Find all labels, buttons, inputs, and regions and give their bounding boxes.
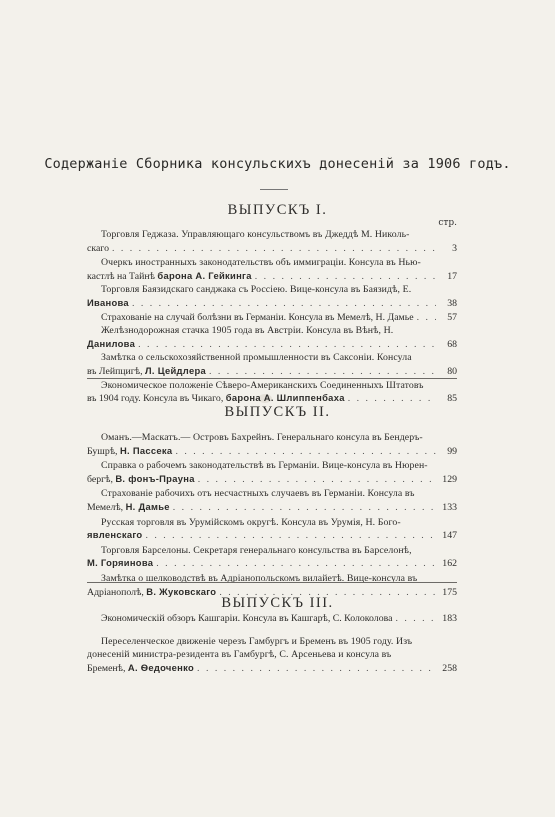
toc-entry — [87, 229, 457, 255]
leader-dots — [173, 502, 436, 515]
entry-title: донесеній министра-резидента въ Гамбургѣ, С. Арсеньева и консула въ — [87, 649, 392, 661]
toc-entry — [87, 432, 457, 458]
page-number: 99 — [447, 445, 457, 457]
toc-entry — [87, 488, 457, 514]
section-3-entries — [87, 613, 457, 676]
author-name: Н. Пассека — [119, 444, 173, 456]
section-heading-3: ВЫПУСКЪ III. — [221, 595, 334, 611]
entry-continuation — [87, 365, 206, 379]
entry-title: Замѣтка о сельскохозяйственной промышленности въ Саксоніи. Консула — [101, 352, 412, 364]
page-number: 68 — [447, 338, 457, 350]
leader-dots — [255, 271, 436, 284]
section-heading-2: ВЫПУСКЪ II. — [224, 404, 331, 420]
toc-entry — [87, 325, 457, 351]
page-number: 57 — [447, 311, 457, 323]
toc-entry — [87, 545, 457, 571]
toc-entry — [87, 613, 457, 626]
entry-title: Страхованіе рабочихъ отъ несчастныхъ случаевъ въ Германіи. Консула въ — [101, 488, 415, 500]
page-number: 258 — [442, 662, 457, 674]
leader-dots — [395, 613, 436, 626]
entry-title: Экономическій обзоръ Кашгаріи. Консула въ Кашгарѣ, С. Колоколова — [101, 613, 393, 624]
entry-continuation-text: Бременѣ, — [87, 662, 128, 674]
leader-dots — [198, 474, 436, 487]
page-number: 175 — [442, 586, 457, 598]
section-2-entries — [87, 432, 457, 600]
author-name: явленскаго — [87, 529, 143, 541]
page-number: 80 — [447, 365, 457, 377]
author-name: Иванова — [87, 296, 129, 308]
entry-continuation-text: въ 1904 году. Консула въ Чикаго, — [87, 393, 226, 405]
page-number: 3 — [452, 242, 457, 254]
title-rule — [260, 189, 288, 190]
entry-continuation — [87, 338, 135, 352]
leader-dots — [138, 339, 436, 352]
toc-entry — [87, 380, 457, 406]
entry-title: Переселенческое движеніе черезъ Гамбургъ и Бременъ въ 1905 году. Изъ — [101, 635, 413, 647]
entry-continuation — [87, 270, 252, 284]
toc-entry — [87, 517, 457, 543]
page-number: 133 — [442, 501, 457, 513]
page-number: 162 — [442, 558, 457, 570]
entry-continuation — [87, 473, 195, 487]
leader-dots — [112, 243, 436, 256]
page-column-label: стр. — [438, 218, 457, 228]
entry-title: Справка о рабочемъ законодательствѣ въ Германіи. Вице-консула въ Нюрен- — [101, 460, 428, 472]
entry-title: Замѣтка о шелководствѣ въ Адріанопольскомъ вилайетѣ. Вице-консула въ — [101, 572, 418, 584]
entry-title: Экономическое положеніе Сѣверо-Американскихъ Соединенныхъ Штатовъ — [101, 379, 424, 391]
entry-title: Торговля Геджаза. Управляющаго консульствомъ въ Джеддѣ М. Николь- — [101, 229, 410, 240]
page-title: Содержаніе Сборника консульскихъ донесеній за 1906 годъ. — [44, 156, 511, 172]
section-2-rule — [87, 582, 457, 583]
section-heading-1: ВЫПУСКЪ I. — [227, 202, 328, 218]
author-name: М. Горяинова — [87, 557, 154, 569]
page-number: 183 — [442, 613, 457, 624]
entry-continuation — [87, 242, 109, 256]
leader-dots — [156, 558, 436, 571]
leader-dots — [417, 312, 436, 325]
entry-continuation-text: бергѣ, — [87, 473, 116, 485]
entry-continuation — [87, 662, 194, 676]
author-name: В. фонъ-Прауна — [115, 472, 195, 484]
author-name: Н. Дамье — [125, 500, 170, 512]
entry-continuation — [87, 501, 170, 515]
author-name: Данилова — [87, 337, 136, 349]
author-name: Л. Цейдлера — [145, 364, 206, 376]
entry-title: Очеркъ иностранныхъ законодательствъ объ иммиграціи. Консула въ Нью- — [101, 257, 421, 269]
entry-title: Желѣзнодорожная стачка 1905 года въ Австріи. Консула въ Вѣнѣ, Н. — [101, 325, 394, 337]
toc-entry — [87, 284, 457, 310]
entry-continuation — [87, 529, 142, 543]
toc-entry — [87, 257, 457, 283]
entry-continuation-text: Адріанополѣ, — [87, 586, 147, 598]
entry-continuation-text: кастлѣ на Тайнѣ — [87, 270, 158, 282]
entry-continuation — [87, 557, 153, 571]
entry-continuation-text: въ Лейпцигѣ, — [87, 365, 146, 377]
entry-title: Страхованіе на случай болѣзни въ Германіи. Консула въ Мемелѣ, Н. Дамье — [101, 311, 414, 323]
entry-continuation-text: Бушрѣ, — [87, 445, 120, 457]
toc-entry — [87, 460, 457, 486]
section-1-entries — [87, 229, 457, 407]
entry-title: Оманъ.—Маскатъ.— Островъ Бахрейнъ. Генеральнаго консула въ Бендеръ- — [101, 432, 423, 443]
entry-continuation — [87, 297, 129, 311]
entry-continuation — [87, 445, 172, 459]
entry-title: Русская торговля въ Урумійскомъ округѣ. Консула въ Урумія, Н. Бого- — [101, 516, 401, 528]
entry-continuation-text: скаго — [87, 242, 109, 254]
toc-entry — [87, 312, 457, 325]
page-number: 38 — [447, 297, 457, 309]
leader-dots — [197, 663, 436, 676]
author-name: В. Жуковскаго — [146, 585, 217, 597]
author-name: барона А. Шлиппенбаха — [225, 392, 345, 404]
section-1-rule — [87, 378, 457, 379]
page-number: 17 — [447, 270, 457, 282]
toc-entry — [87, 649, 457, 675]
author-name: барона А. Гейкинга — [157, 269, 252, 281]
leader-dots — [209, 366, 436, 379]
entry-title: Торговля Баязидскаго санджака съ Россіею. Вице-консула въ Баязидѣ, Е. — [101, 284, 412, 296]
entry-continuation-text: Мемелѣ, — [87, 501, 126, 513]
page-number: 147 — [442, 530, 457, 542]
page-number: 85 — [447, 393, 457, 405]
author-name: А. Ѳедоченко — [127, 661, 195, 673]
entry-title: Торговля Барселоны. Секретаря генеральнаго консульства въ Барселонѣ, — [101, 544, 412, 556]
page-number: 129 — [442, 473, 457, 485]
leader-dots — [132, 298, 436, 311]
leader-dots — [145, 530, 436, 543]
leader-dots — [175, 446, 436, 459]
toc-entry — [87, 636, 457, 649]
toc-entry — [87, 352, 457, 378]
